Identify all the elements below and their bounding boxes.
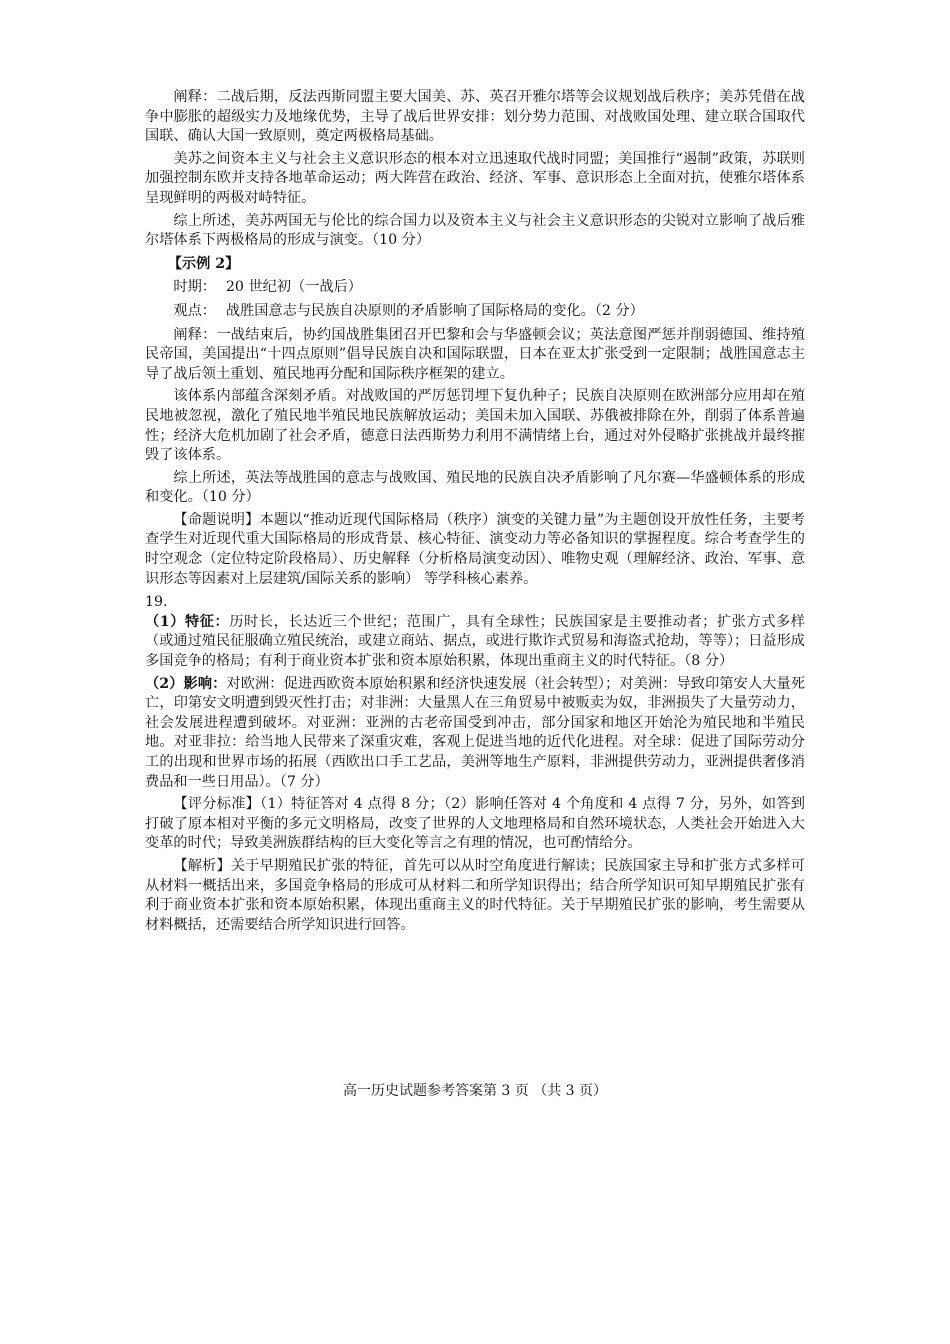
q19-part2 — [145, 675, 805, 793]
analysis-text: 关于早期殖民扩张的特征，首先可以从时空角度进行解读；民族国家主导和扩张方式多样可从材料一概括出来，多国竞争格局的形成可从材料二和所学知识得出；结合所学知识可知早期殖民扩张有利于商业资本扩张和资本原始积累，体现出重商主义的时代特征。关于早期殖民扩张的影响，考生需要从材料概括，还需要结合所学知识进行回答。 — [145, 857, 805, 933]
q19-part2-label — [145, 676, 226, 692]
q19-part2-text: 对欧洲：促进西欧资本原始积累和经济快速发展（社会转型）；对美洲：导致印第安人大量死亡，印第安文明遭到毁灭性打击；对非洲：大量黑人在三角贸易中被贩卖为奴，非洲损失了大量劳动力，社会发展进程遭到破坏。对亚洲：亚洲的古老帝国受到冲击，部分国家和地区开始沦为殖民地和半殖民地。对亚非拉：给当地人民带来了深重灾难，客观上促进当地的近代化进程。对全球：促进了国际劳动分工的出现和世界市场的拓展（西欧出口手工艺品，美洲等地生产原料，非洲提供劳动力，亚洲提供奢侈消费品和一些日用品）。（7 分） — [145, 675, 806, 790]
scoring-text: （1）特征答对 4 点得 8 分；（2）影响任答对 4 个角度和 4 点得 7 分，另外，如答到打破了原本相对平衡的多元文明格局，改变了世界的人文地理格局和自然环境状态，人类社会开始进入大变革的时代；导致美洲族群结构的巨大变化等言之有理的情况，也可酌情给分。 — [145, 796, 805, 852]
proposition-note — [145, 511, 805, 589]
scoring-label: 【评分标准】 — [173, 796, 261, 813]
q19-part1 — [145, 613, 805, 672]
example2-conclusion: 综上所述，英法等战胜国的意志与战败国、殖民地的民族自决矛盾影响了凡尔赛—华盛顿体系的形成和变化。（10 分） — [145, 469, 805, 506]
page-footer: 高一历史试题参考答案第 3 页 （共 3 页） — [342, 1083, 608, 1099]
q19-analysis — [145, 857, 805, 935]
example1-conclusion: 综上所述，美苏两国无与伦比的综合国力以及资本主义与社会主义意识形态的尖锐对立影响了战后雅尔塔体系下两极格局的形成与演变。（10 分） — [145, 212, 805, 249]
example2-explanation-para1: 阐释：一战结束后，协约国战胜集团召开巴黎和会与华盛顿会议；英法意图严惩并削弱德国、维持殖民帝国，美国提出“十四点原则”倡导民族自决和国际联盟，日本在亚太扩张受到一定限制；战胜国意志主导了战后领土重划、殖民地再分配和国际秩序框架的建立。 — [145, 326, 805, 382]
example2-viewpoint — [145, 302, 805, 322]
example2-explanation-para2: 该体系内部蕴含深刻矛盾。对战败国的严厉惩罚埋下复仇种子；民族自决原则在欧洲部分应用却在殖民地被忽视，激化了殖民地半殖民地民族解放运动；美国未加入国联、苏俄被排除在外，削弱了体系普遍性；经济大危机加剧了社会矛盾，德意日法西斯势力利用不满情绪上台，通过对外侵略扩张挑战并最终摧毁了该体系。 — [145, 388, 805, 464]
q19-part2-label-text: （2）影响： — [145, 675, 227, 692]
example1-explanation-para2: 美苏之间资本主义与社会主义意识形态的根本对立迅速取代战时同盟；美国推行“遏制”政策，苏联则加强控制东欧并支持各地革命运动；两大阵营在政治、经济、军事、意识形态上全面对抗，使雅尔塔体系呈现鲜明的两极对峙特征。 — [145, 150, 805, 206]
question-19-number: 19. — [145, 594, 168, 611]
q19-scoring-standard — [145, 795, 805, 854]
analysis-label: 【解析】 — [173, 857, 231, 874]
example1-explanation-para1: 阐释：二战后期，反法西斯同盟主要大国美、苏、英召开雅尔塔等会议规划战后秩序；美苏凭借在战争中膨胀的超级实力及地缘优势，主导了战后世界安排：划分势力范围、对战败国处理、建立联合国取代国联、确认大国一致原则，奠定两极格局基础。 — [145, 89, 805, 145]
proposition-note-label: 【命题说明】 — [173, 511, 260, 528]
period-value: 20 世纪初（一战后） — [225, 279, 362, 296]
q19-part1-label: （1）特征： — [145, 613, 230, 630]
q19-part1-text: 历时长，长达近三个世纪；范围广，具有全球性；民族国家是主要推动者；扩张方式多样（或通过殖民征服确立殖民统治，或建立商站、据点，或进行欺诈式贸易和海盗式抢劫，等等）；日益形成多国竞争的格局；有利于商业资本扩张和资本原始积累，体现出重商主义的时代特征。（8 分） — [145, 613, 805, 670]
viewpoint-label: 观点： — [173, 302, 216, 319]
example2-heading: 【示例 2】 — [167, 255, 240, 272]
answer-key-page — [145, 88, 805, 938]
viewpoint-value: 战胜国意志与民族自决原则的矛盾影响了国际格局的变化。（2 分） — [225, 302, 644, 319]
example2-period — [145, 278, 805, 298]
proposition-note-text: 本题以“推动近现代国际格局（秩序）演变的关键力量”为主题创设开放性任务，主要考查学生对近现代重大国际格局的形成背景、核心特征、演变动力等必备知识的掌握程度。综合考查学生的时空观念（定位特定阶段格局）、历史解释（分析格局演变动因）、唯物史观（理解经济、政治、军事、意识形态等因素对上层建筑/国际关系的影响） 等学科核心素养。 — [145, 511, 805, 587]
period-label: 时期： — [173, 279, 216, 296]
